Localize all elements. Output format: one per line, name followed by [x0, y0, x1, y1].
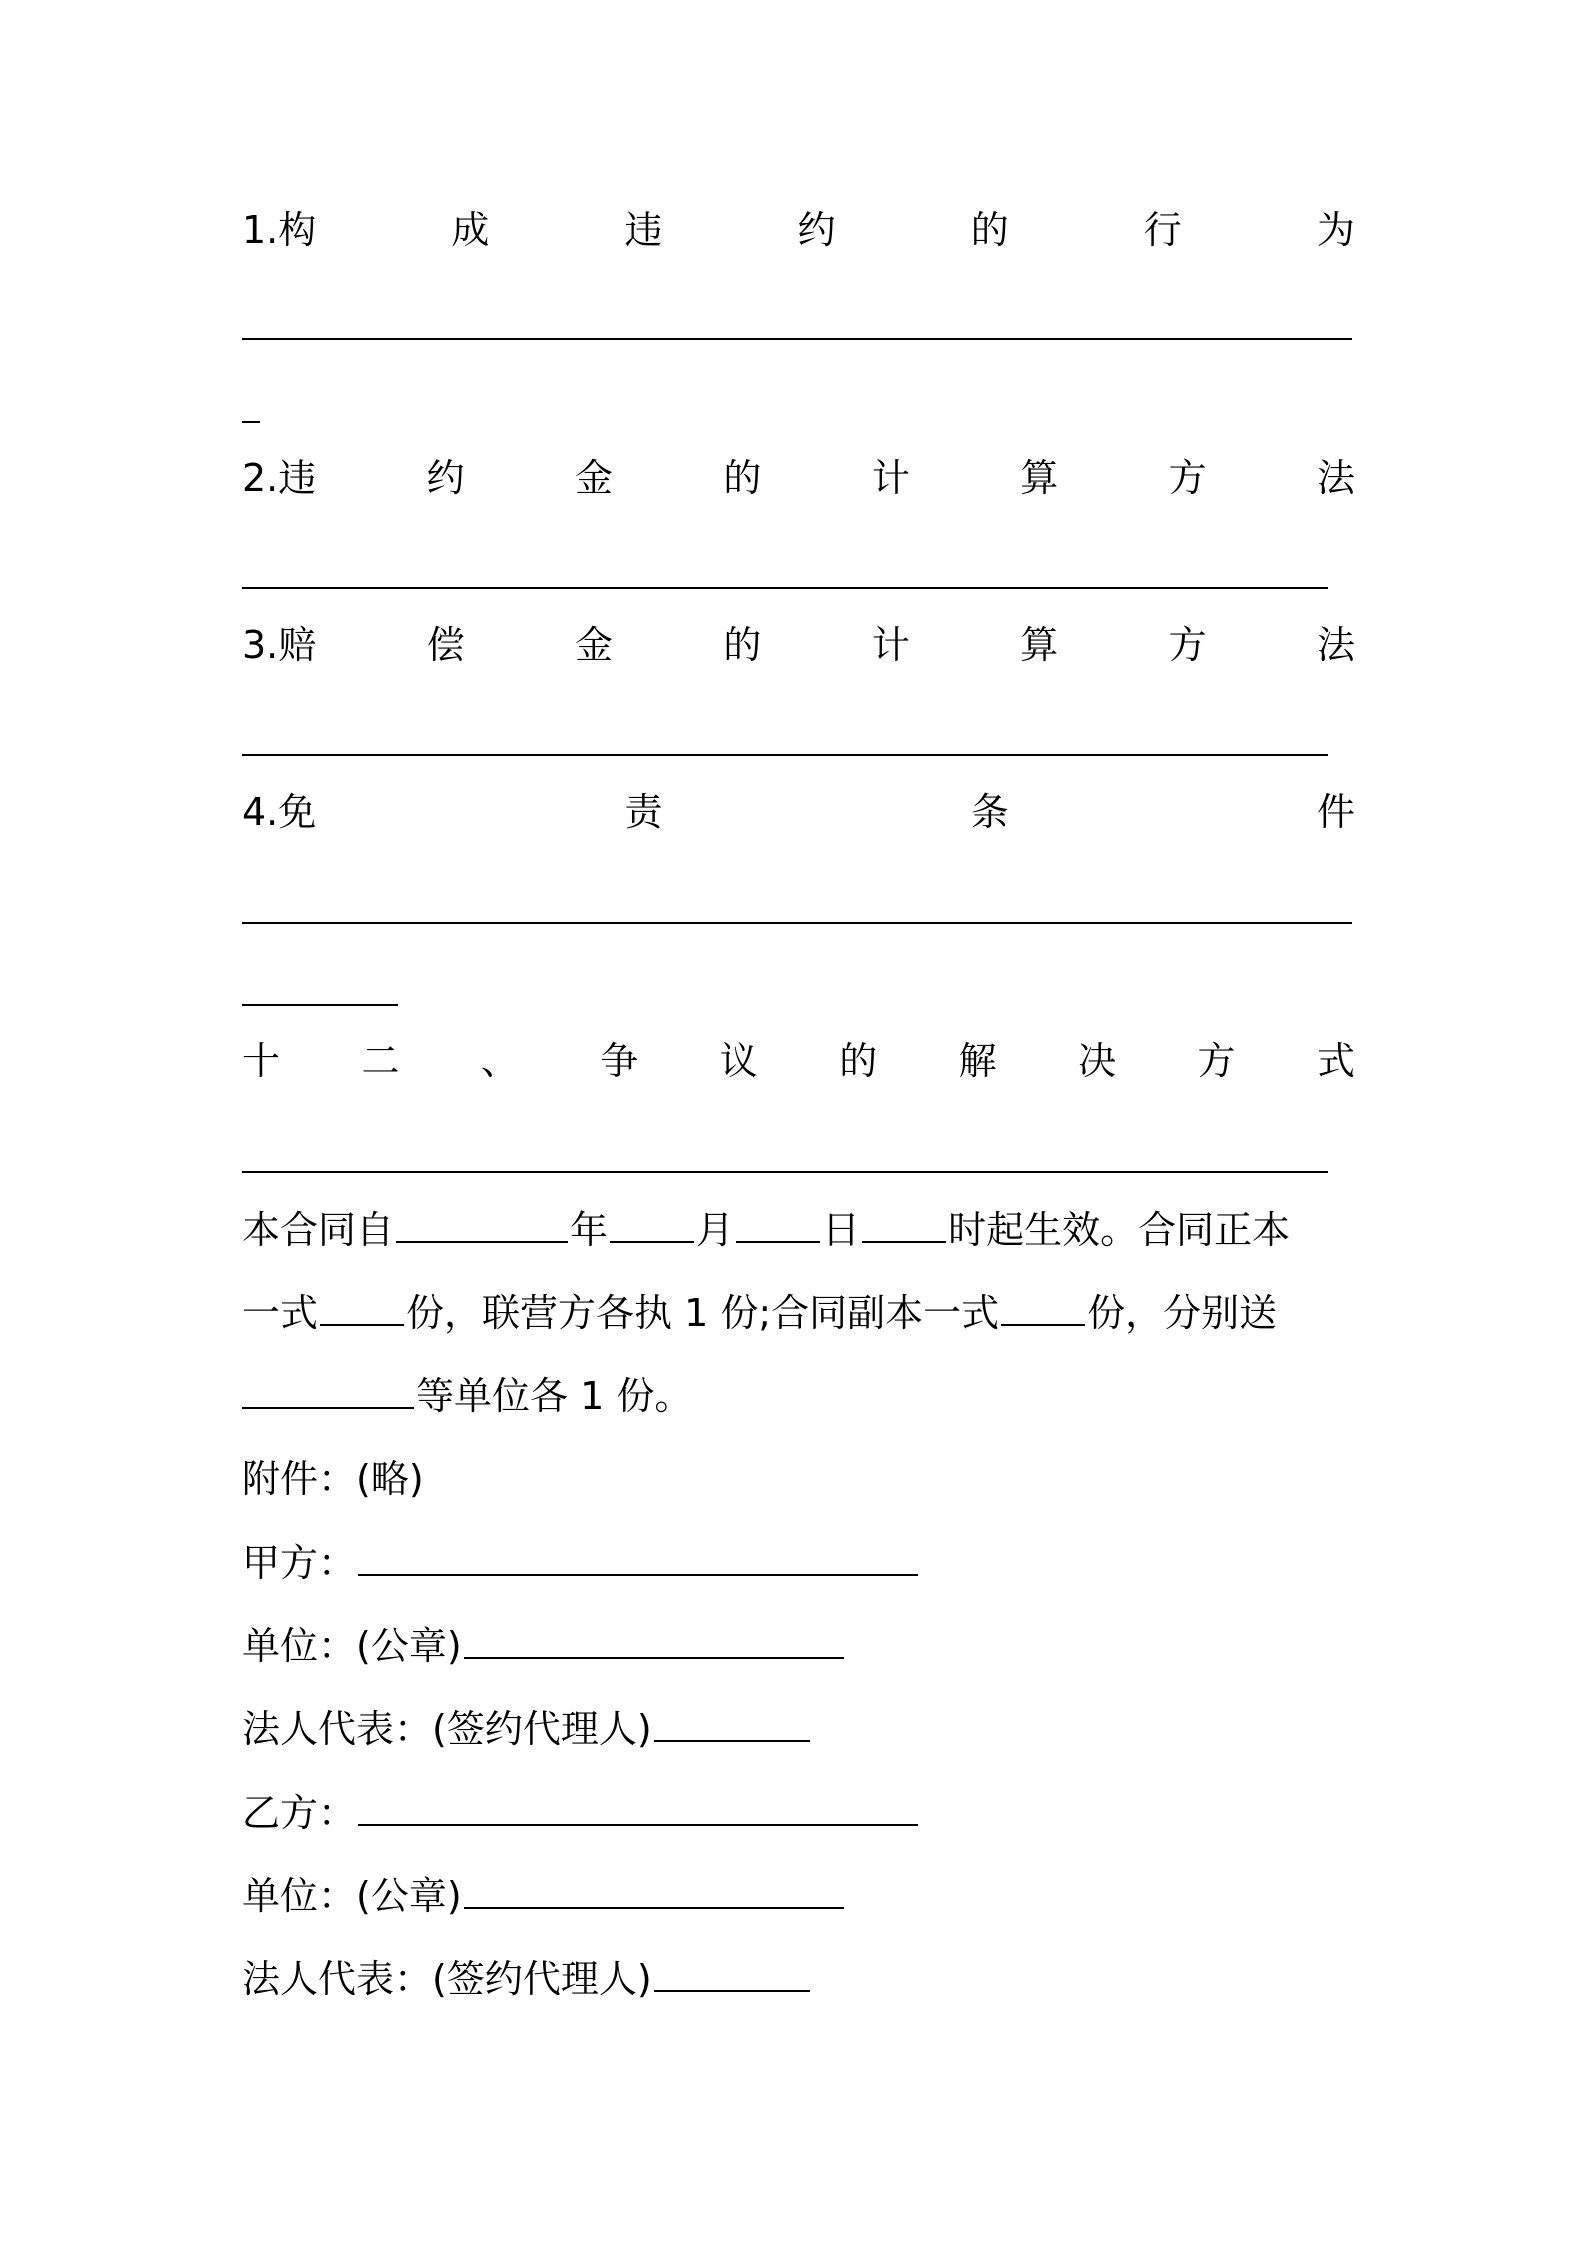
- clause-2-char: 2.违: [242, 456, 317, 500]
- party-a-blank: [358, 1540, 918, 1576]
- blank-original-count: [320, 1290, 404, 1326]
- clause-1-char: 违: [624, 208, 663, 252]
- blank-copy-count: [1001, 1290, 1085, 1326]
- clause-1-char: 行: [1143, 208, 1182, 252]
- party-b-blank: [358, 1790, 918, 1826]
- section-12-char: 决: [1078, 1039, 1117, 1083]
- clause-3-char: 偿: [426, 623, 465, 667]
- effective-text: 份，分别送: [1087, 1291, 1278, 1335]
- effective-text: 份，联营方各执 1 份;合同副本一式: [406, 1291, 1000, 1335]
- clause-1-char: 为: [1316, 208, 1355, 252]
- clause-2-heading: [242, 453, 1355, 503]
- effective-line-1: [242, 1205, 1355, 1255]
- party-a-label: 甲方：: [242, 1541, 357, 1585]
- blank-day: [736, 1207, 820, 1243]
- clause-2-char: 计: [871, 456, 910, 500]
- clause-3-char: 3.赔: [242, 623, 317, 667]
- clause-4-heading: [242, 787, 1355, 837]
- blank-hour: [862, 1207, 946, 1243]
- party-b-line: [242, 1788, 1355, 1838]
- party-a-rep-blank: [654, 1706, 810, 1742]
- clause-1-blank-line-tail: [242, 421, 260, 423]
- section-12-char: 议: [719, 1039, 758, 1083]
- clause-1-char: 1.构: [242, 208, 317, 252]
- effective-text: 本合同自: [242, 1208, 395, 1252]
- section-12-char: 解: [958, 1039, 997, 1083]
- effective-text: 年: [570, 1208, 609, 1252]
- clause-4-blank-line-tail: [242, 1004, 398, 1006]
- clause-3-heading: [242, 620, 1355, 670]
- section-12-char: 方: [1197, 1039, 1236, 1083]
- party-a-unit-blank: [464, 1623, 844, 1659]
- section-12-char: 争: [600, 1039, 639, 1083]
- effective-line-2: [242, 1288, 1355, 1338]
- party-a-line: [242, 1538, 1355, 1588]
- clause-1-blank-line: [242, 338, 1352, 340]
- clause-4-blank-line: [242, 922, 1352, 924]
- party-b-rep-label: 法人代表：(签约代理人): [242, 1957, 652, 2001]
- party-a-rep-line: [242, 1704, 1355, 1754]
- section-12-char: 十: [242, 1039, 281, 1083]
- effective-line-3: [242, 1371, 1355, 1421]
- clause-1-heading: [242, 205, 1355, 255]
- clause-4-char: 责: [624, 790, 663, 834]
- clause-3-char: 方: [1168, 623, 1207, 667]
- clause-3-char: 算: [1020, 623, 1059, 667]
- clause-2-char: 方: [1168, 456, 1207, 500]
- clause-2-char: 的: [723, 456, 762, 500]
- clause-1-char: 的: [970, 208, 1009, 252]
- clause-1-char: 约: [797, 208, 836, 252]
- clause-2-blank-line: [242, 587, 1328, 589]
- effective-text: 一式: [242, 1291, 319, 1335]
- clause-2-char: 约: [426, 456, 465, 500]
- clause-2-char: 法: [1316, 456, 1355, 500]
- section-12-char: 式: [1316, 1039, 1355, 1083]
- clause-3-char: 法: [1316, 623, 1355, 667]
- clause-1-char: 成: [451, 208, 490, 252]
- section-12-char: 、: [480, 1039, 519, 1083]
- clause-3-blank-line: [242, 754, 1328, 756]
- section-12-heading: [242, 1036, 1355, 1086]
- clause-3-char: 金: [575, 623, 614, 667]
- section-12-char: 的: [839, 1039, 878, 1083]
- blank-recipients: [242, 1373, 414, 1409]
- section-12-blank-line: [242, 1171, 1328, 1173]
- party-b-label: 乙方：: [242, 1791, 357, 1835]
- effective-text: 日: [822, 1208, 861, 1252]
- blank-month: [610, 1207, 694, 1243]
- party-a-rep-label: 法人代表：(签约代理人): [242, 1707, 652, 1751]
- party-b-rep-line: [242, 1954, 1355, 2004]
- clause-4-char: 件: [1316, 790, 1355, 834]
- clause-4-char: 4.免: [242, 790, 317, 834]
- party-b-unit-label: 单位：(公章): [242, 1874, 462, 1918]
- clause-4-char: 条: [970, 790, 1009, 834]
- clause-2-char: 算: [1020, 456, 1059, 500]
- effective-text: 等单位各 1 份。: [416, 1374, 693, 1418]
- blank-year: [396, 1207, 568, 1243]
- section-12-char: 二: [361, 1039, 400, 1083]
- attachment-line: 附件：(略): [242, 1457, 424, 1501]
- party-a-unit-line: [242, 1621, 1355, 1671]
- party-a-unit-label: 单位：(公章): [242, 1624, 462, 1668]
- clause-3-char: 的: [723, 623, 762, 667]
- clause-2-char: 金: [575, 456, 614, 500]
- party-b-unit-line: [242, 1871, 1355, 1921]
- party-b-unit-blank: [464, 1873, 844, 1909]
- clause-3-char: 计: [871, 623, 910, 667]
- party-b-rep-blank: [654, 1956, 810, 1992]
- effective-text: 时起生效。合同正本: [948, 1208, 1291, 1252]
- effective-text: 月: [696, 1208, 735, 1252]
